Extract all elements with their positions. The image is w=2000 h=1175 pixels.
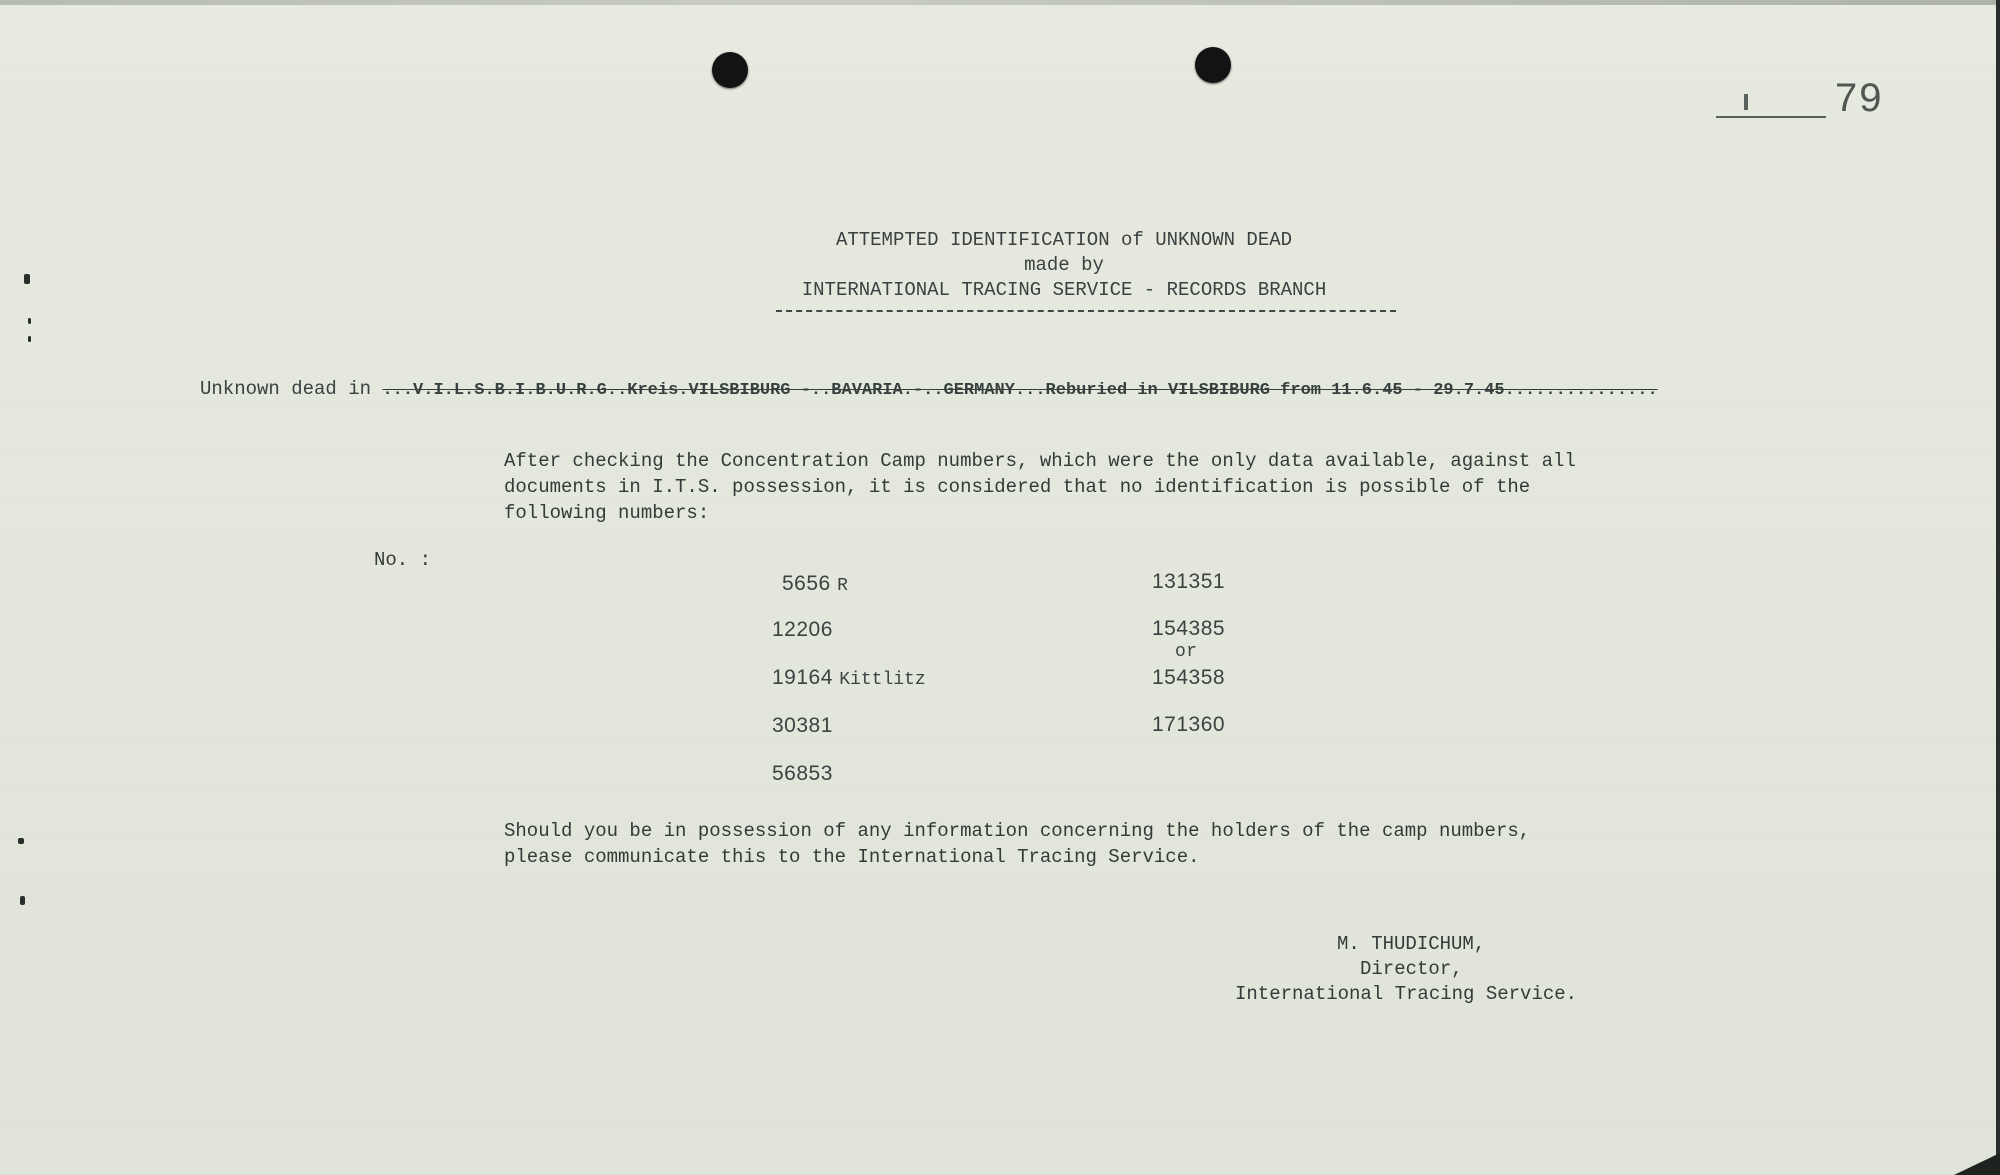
- alternative-or: or: [1175, 642, 1198, 662]
- signatory-title: Director,: [1360, 958, 1463, 980]
- camp-number: 12206: [772, 618, 833, 641]
- numbers-label: No. :: [374, 549, 432, 571]
- camp-number: 5656 R: [782, 572, 848, 596]
- punch-hole-right: [1195, 47, 1231, 83]
- camp-number: 131351: [1152, 570, 1226, 593]
- unknown-dead-label: Unknown dead in: [200, 378, 383, 400]
- folded-corner: [1954, 1153, 2000, 1175]
- burial-place: ...V.I.L.S.B.I.B.U.R.G..Kreis.VILSBIBURG -..BAVARIA.-..GERMANY...Reburied in VILSBIBURG from 11.6.45 - 29.7.45...............: [382, 381, 1658, 400]
- camp-number: 154385: [1152, 617, 1226, 640]
- paper-right-edge: [1996, 0, 2000, 1175]
- edge-mark: [20, 896, 25, 905]
- edge-mark: [28, 318, 31, 324]
- camp-number: 154358: [1152, 666, 1226, 689]
- paper-top-edge: [0, 0, 2000, 5]
- document-title: ATTEMPTED IDENTIFICATION of UNKNOWN DEAD: [835, 229, 1293, 251]
- edge-mark: [24, 274, 30, 284]
- closing-paragraph: Should you be in possession of any information concerning the holders of the camp numbers, please communicate this to the International Tracing Service.: [504, 820, 1531, 868]
- camp-number: 171360: [1152, 713, 1226, 736]
- camp-number-note: R: [837, 576, 848, 596]
- punch-hole-left: [712, 52, 748, 88]
- camp-number: 19164 Kittlitz: [772, 666, 926, 690]
- title-dashed-rule: [776, 310, 1396, 312]
- signatory-name: M. THUDICHUM,: [1337, 933, 1486, 955]
- edge-mark: [28, 336, 31, 342]
- document-subtitle: made by: [1024, 254, 1104, 276]
- document-issuer: INTERNATIONAL TRACING SERVICE - RECORDS BRANCH: [801, 279, 1327, 301]
- camp-number: 56853: [772, 762, 833, 785]
- intro-paragraph: After checking the Concentration Camp numbers, which were the only data available, against all documents in I.T.S. possession, it is considered that no identification is possible of the following numbers:: [504, 450, 1576, 524]
- signatory-organization: International Tracing Service.: [1235, 983, 1578, 1005]
- handwritten-stamp-mark: [1716, 98, 1826, 118]
- camp-number: 30381: [772, 714, 833, 737]
- page-number: 79: [1835, 76, 1884, 120]
- unknown-dead-line: [200, 378, 1658, 400]
- edge-mark: [18, 838, 24, 844]
- camp-number-note: Kittlitz: [839, 670, 926, 690]
